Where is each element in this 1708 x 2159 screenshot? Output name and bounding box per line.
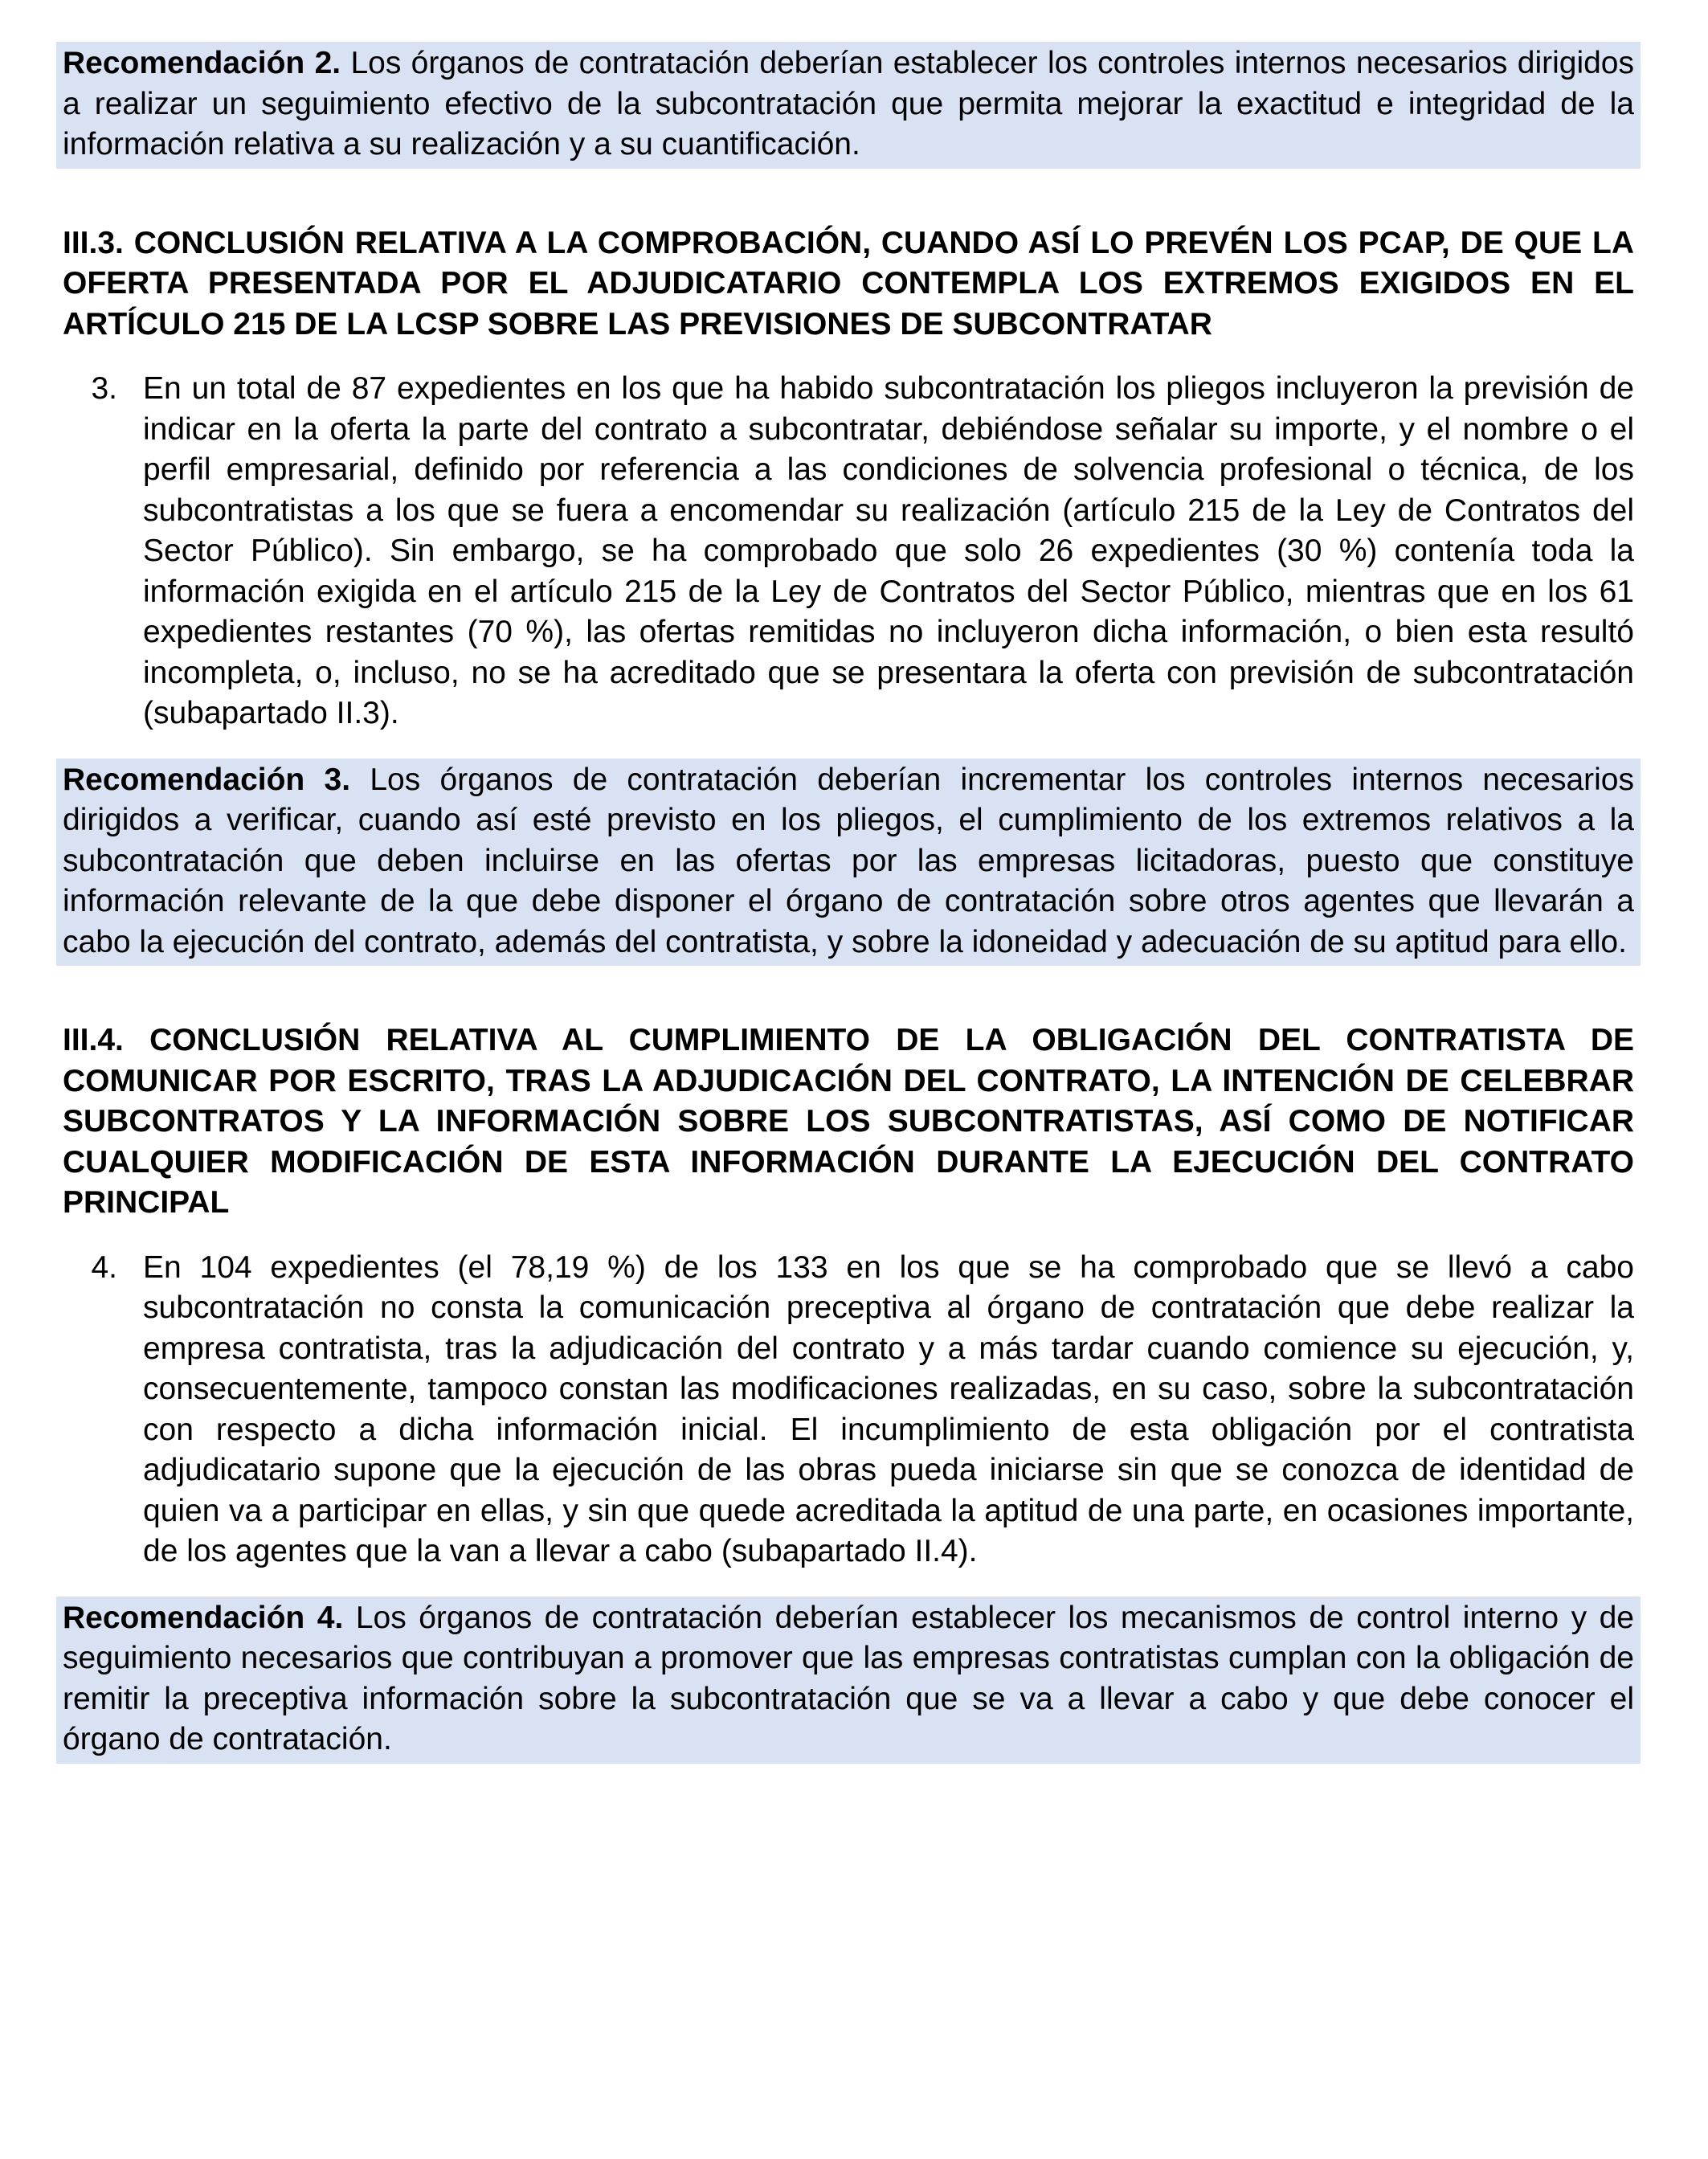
recommendation-2-box xyxy=(56,42,1641,169)
recommendation-2-text: Los órganos de contratación deberían establecer los controles internos necesarios dirigidos a realizar un seguimiento efectivo de la subcontratación que permita mejorar la exactitud e integridad de la información relativa a su realización y a su cuantificación. xyxy=(63,46,1634,162)
section-4-heading: III.4. CONCLUSIÓN RELATIVA AL CUMPLIMIENTO DE LA OBLIGACIÓN DEL CONTRATISTA DE COMUNICAR POR ESCRITO, TRAS LA ADJUDICACIÓN DEL CONTRATO, LA INTENCIÓN DE CELEBRAR SUBCONTRATOS Y LA INFORMACIÓN SOBRE LOS SUBCONTRATISTAS, ASÍ COMO DE NOTIFICAR CUALQUIER MODIFICACIÓN DE ESTA INFORMACIÓN DURANTE LA EJECUCIÓN DEL CONTRATO PRINCIPAL xyxy=(63,1023,1634,1220)
recommendation-4-label: Recomendación 4. xyxy=(63,1600,344,1635)
item-3-number: 3. xyxy=(91,371,117,406)
conclusion-item-4 xyxy=(56,1248,1641,1572)
item-3-text: En un total de 87 expedientes en los que ha habido subcontratación los pliegos incluyeron la previsión de indicar en la oferta la parte del contrato a subcontratar, debiéndose señalar su importe, y el nombre o el perfil empresarial, definido por referencia a las condiciones de solvencia profesional o técnica, de los subcontratistas a los que se fuera a encomendar su realización (artículo 215 de la Ley de Contratos del Sector Público). Sin embargo, se ha comprobado que solo 26 expedientes (30 %) contenía toda la información exigida en el artículo 215 de la Ley de Contratos del Sector Público, mientras que en los 61 expedientes restantes (70 %), las ofertas remitidas no incluyeron dicha información, o bien esta resultó incompleta, o, incluso, no se ha acreditado que se presentara la oferta con previsión de subcontratación (subapartado II.3). xyxy=(143,371,1634,730)
section-3-heading: III.3. CONCLUSIÓN RELATIVA A LA COMPROBACIÓN, CUANDO ASÍ LO PREVÉN LOS PCAP, DE QUE LA OFERTA PRESENTADA POR EL ADJUDICATARIO CONTEMPLA LOS EXTREMOS EXIGIDOS EN EL ARTÍCULO 215 DE LA LCSP SOBRE LAS PREVISIONES DE SUBCONTRATAR xyxy=(63,225,1634,341)
recommendation-4-text: Los órganos de contratación deberían establecer los mecanismos de control interno y de seguimiento necesarios que contribuyan a promover que las empresas contratistas cumplan con la obligación de remitir la preceptiva información sobre la subcontratación que se va a llevar a cabo y que debe conocer el órgano de contratación. xyxy=(63,1600,1634,1756)
conclusion-item-3 xyxy=(56,369,1641,734)
recommendation-3-box xyxy=(56,759,1641,967)
recommendation-3-label: Recomendación 3. xyxy=(63,762,351,797)
recommendation-2-label: Recomendación 2. xyxy=(63,46,341,80)
item-4-number: 4. xyxy=(91,1249,117,1285)
recommendation-4-box xyxy=(56,1597,1641,1764)
document-page xyxy=(56,42,1641,1764)
item-4-text: En 104 expedientes (el 78,19 %) de los 133 en los que se ha comprobado que se llevó a cabo subcontratación no consta la comunicación preceptiva al órgano de contratación que debe realizar la empresa contratista, tras la adjudicación del contrato y a más tardar cuando comience su ejecución, y, consecuentemente, tampoco constan las modificaciones realizadas, en su caso, sobre la subcontratación con respecto a dicha información inicial. El incumplimiento de esta obligación por el contratista adjudicatario supone que la ejecución de las obras pueda iniciarse sin que se conozca de identidad de quien va a participar en ellas, y sin que quede acreditada la aptitud de una parte, en ocasiones importante, de los agentes que la van a llevar a cabo (subapartado II.4). xyxy=(143,1249,1634,1568)
recommendation-3-text: Los órganos de contratación deberían incrementar los controles internos necesarios dirigidos a verificar, cuando así esté previsto en los pliegos, el cumplimiento de los extremos relativos a la subcontratación que deben incluirse en las ofertas por las empresas licitadoras, puesto que constituye información relevante de la que debe disponer el órgano de contratación sobre otros agentes que llevarán a cabo la ejecución del contrato, además del contratista, y sobre la idoneidad y adecuación de su aptitud para ello. xyxy=(63,762,1634,959)
